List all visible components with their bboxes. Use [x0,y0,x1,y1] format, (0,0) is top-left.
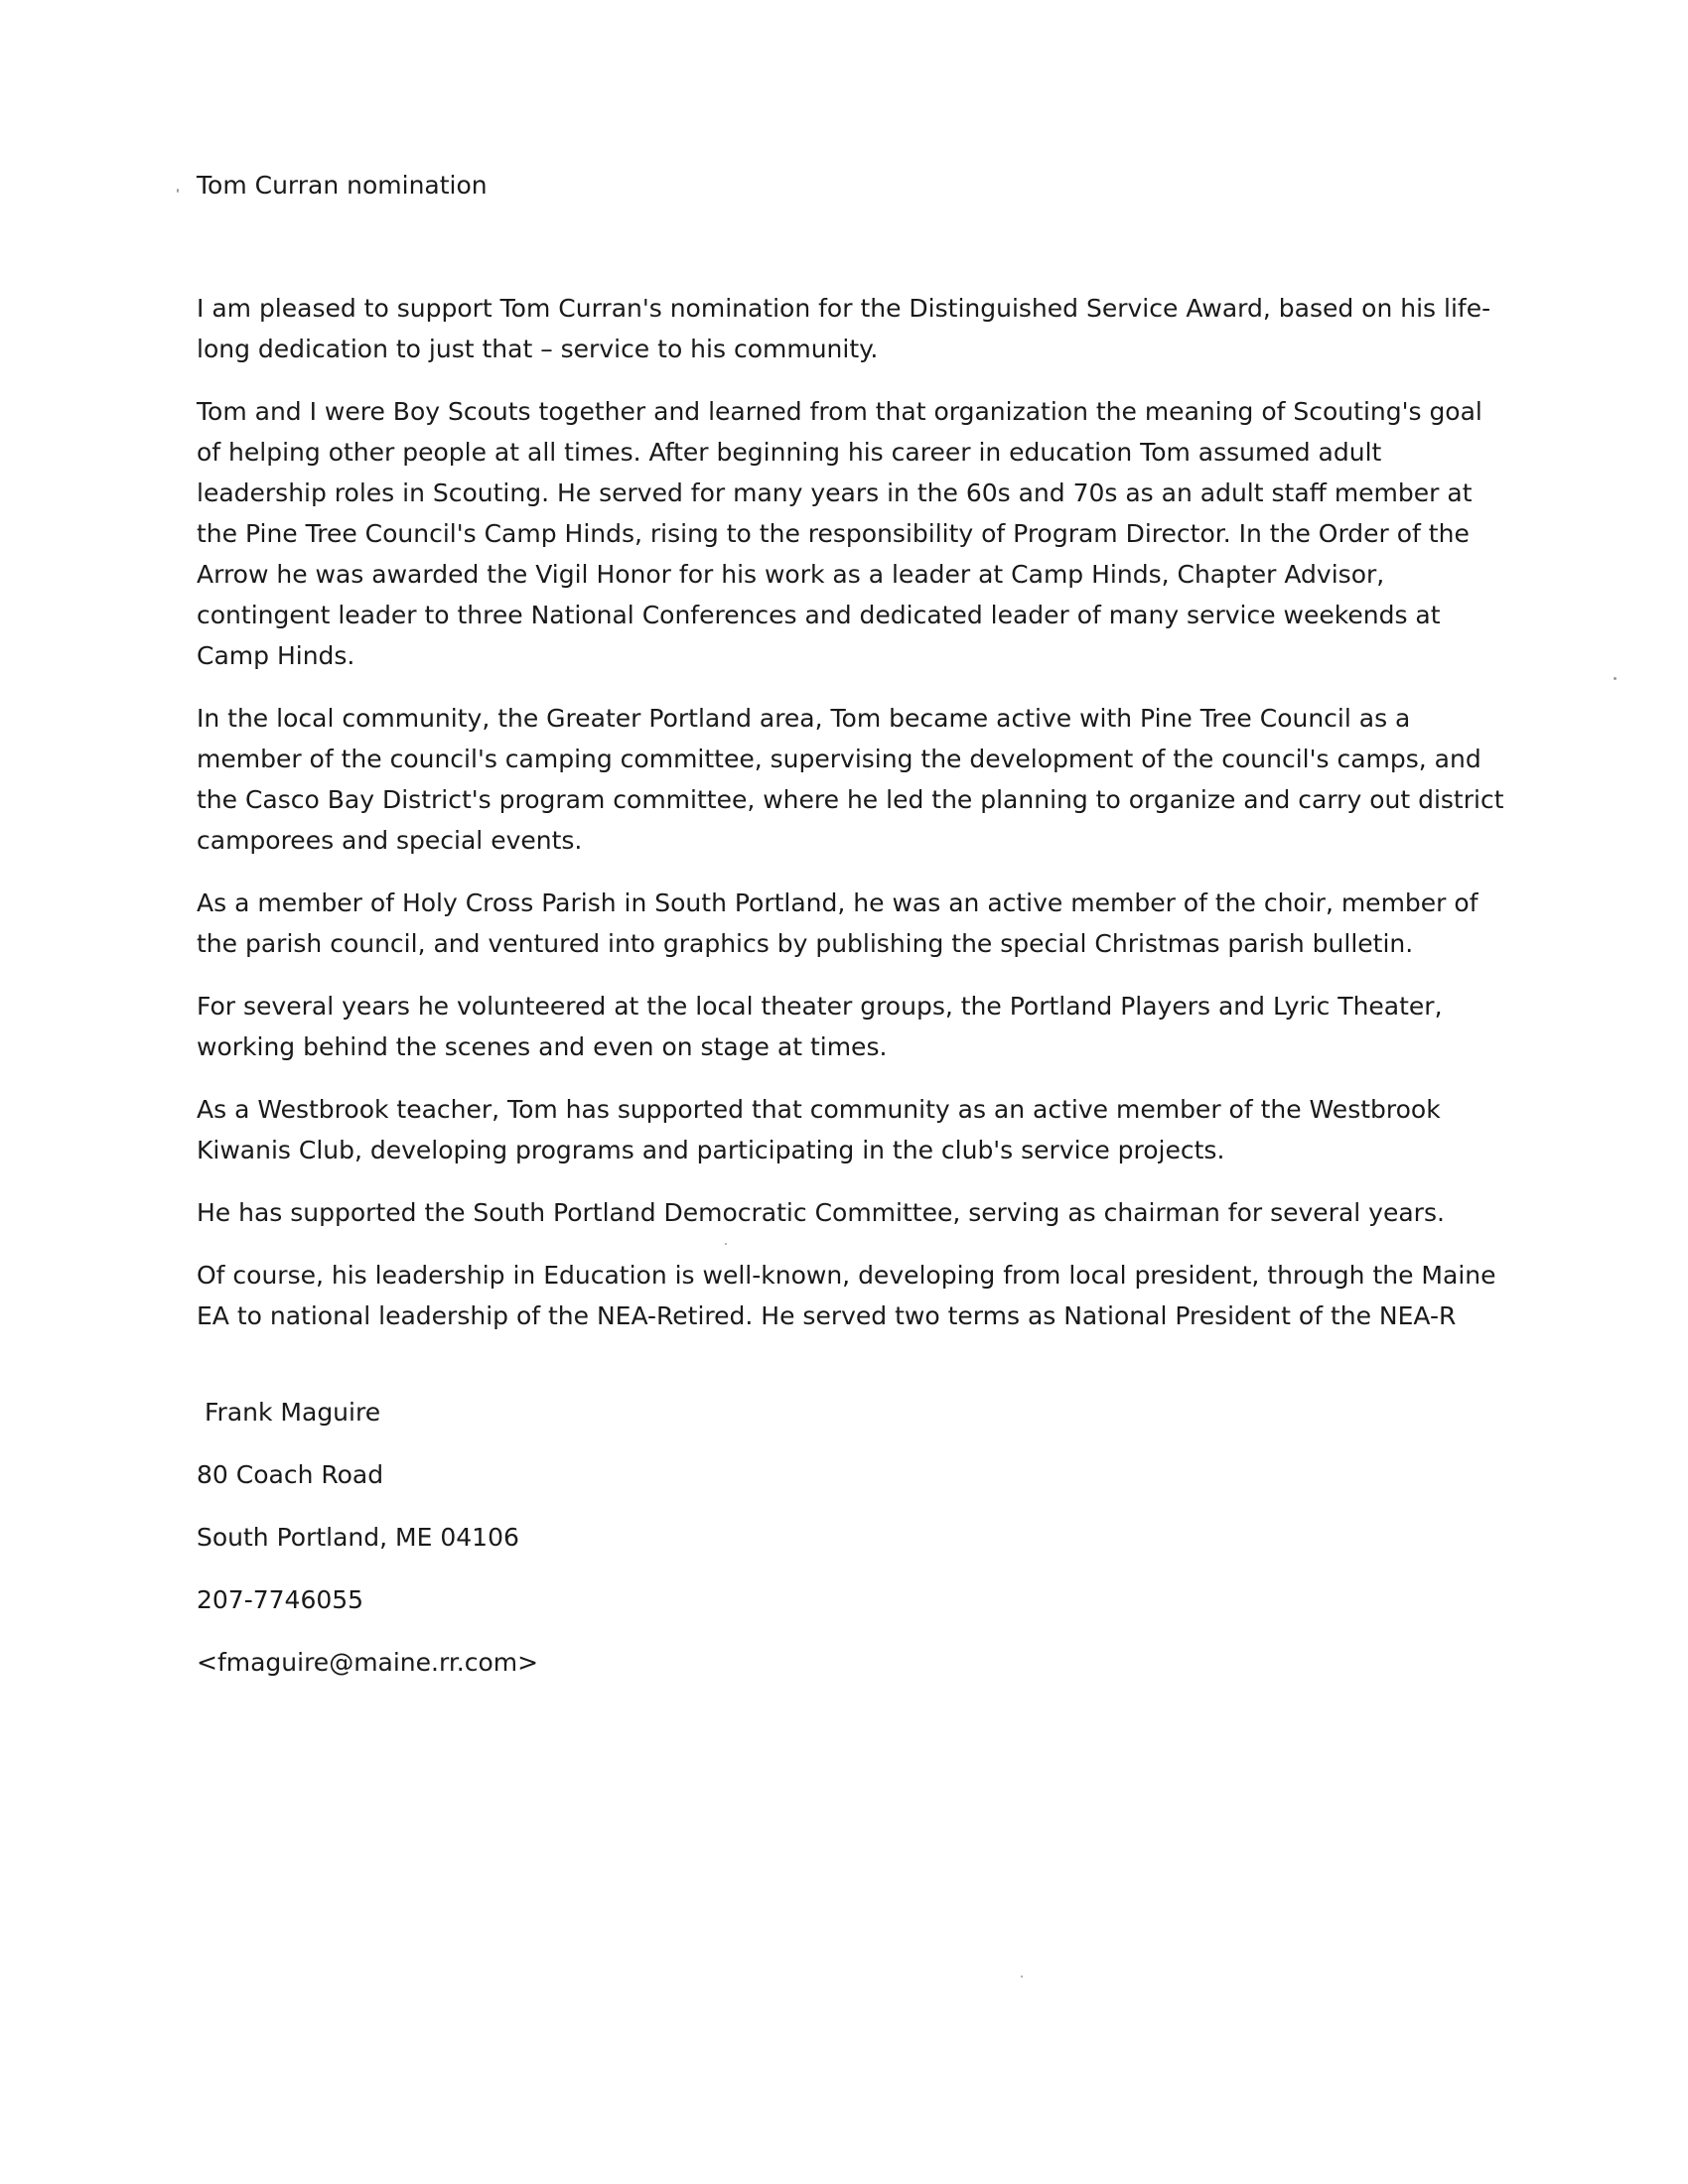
scan-speck [1021,1976,1023,1978]
signature-block [197,1392,538,1705]
paragraph-local-community: In the local community, the Greater Portland area, Tom became active with Pine Tree Council as a member of the council's camping committee, supervising the development of the council's camps, and the Casco Bay District's program committee, where he led the planning to organize and carry out district camporees and special events. [197,704,1504,855]
paragraph-westbrook: As a Westbrook teacher, Tom has supported that community as an active member of the Westbrook Kiwanis Club, developing programs and participating in the club's service projects. [197,1095,1441,1164]
paragraph-education: Of course, his leadership in Education is well-known, developing from local president, through the Maine EA to national leadership of the NEA-Retired. He served two terms as National President of the NEA-R [197,1261,1496,1330]
paragraph-scouting: Tom and I were Boy Scouts together and learned from that organization the meaning of Scouting's goal of helping other people at all times. After beginning his career in education Tom assumed adult leadership roles in Scouting. He served for many years in the 60s and 70s as an adult staff member at the Pine Tree Council's Camp Hinds, rising to the responsibility of Program Director. In the Order of the Arrow he was awarded the Vigil Honor for his work as a leader at Camp Hinds, Chapter Advisor, contingent leader to three National Conferences and dedicated leader of many service weekends at Camp Hinds. [197,397,1482,670]
scan-speck [177,189,179,193]
signer-city-state-zip: South Portland, ME 04106 [197,1523,519,1552]
signer-street: 80 Coach Road [197,1460,384,1489]
scan-speck [1614,677,1617,680]
signer-name: Frank Maguire [205,1398,381,1427]
paragraph-support: I am pleased to support Tom Curran's nomination for the Distinguished Service Award, based on his life-long dedication to just that – service to his community. [197,294,1491,363]
letter-body [197,288,1507,1358]
paragraph-theater: For several years he volunteered at the local theater groups, the Portland Players and Lyric Theater, working behind the scenes and even on stage at times. [197,992,1443,1061]
paragraph-democratic-committee: He has supported the South Portland Democratic Committee, serving as chairman for several years. [197,1198,1445,1227]
document-title: Tom Curran nomination [197,171,488,200]
signer-phone: 207-7746055 [197,1585,364,1614]
signer-email: <fmaguire@maine.rr.com> [197,1648,539,1677]
paragraph-parish: As a member of Holy Cross Parish in South Portland, he was an active member of the choir, member of the parish council, and ventured into graphics by publishing the special Christmas parish bulletin. [197,888,1478,958]
